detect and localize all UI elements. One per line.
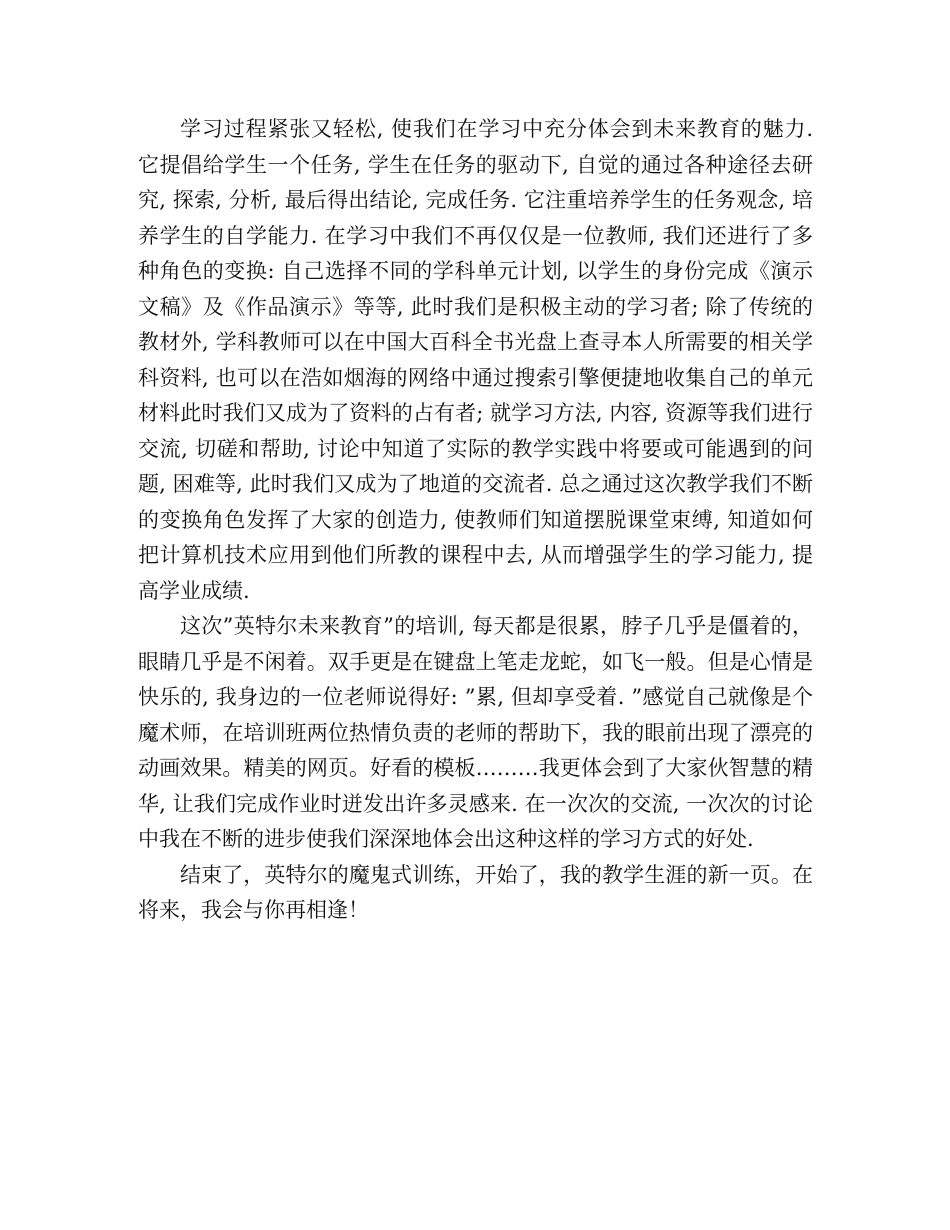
- paragraph-3: 结束了，英特尔的魔鬼式训练，开始了，我的教学生涯的新一页。在将来，我会与你再相逢！: [138, 862, 813, 922]
- document-body: [138, 112, 813, 929]
- paragraph-1: 学习过程紧张又轻松, 使我们在学习中充分体会到未来教育的魅力. 它提倡给学生一个任务, 学生在任务的驱动下, 自觉的通过各种途径去研究, 探索, 分析, 最后得出结论, 完成任务. 它注重培养学生的任务观念, 培养学生的自学能力. 在学习中我们不再仅仅是一位教师, 我们还进行了多种角色的变换: 自己选择不同的学科单元计划, 以学生的身份完成《演示文稿》及《作品演示》等等, 此时我们是积极主动的学习者; 除了传统的教材外, 学科教师可以在中国大百科全书光盘上查寻本人所需要的相关学科资料, 也可以在浩如烟海的网络中通过搜索引擎便捷地收集自己的单元材料此时我们又成为了资料的占有者; 就学习方法, 内容, 资源等我们进行交流, 切磋和帮助, 讨论中知道了实际的教学实践中将要或可能遇到的问题, 困难等, 此时我们又成为了地道的交流者. 总之通过这次教学我们不断的变换角色发挥了大家的创造力, 使教师们知道摆脱课堂束缚, 知道如何把计算机技术应用到他们所教的课程中去, 从而增强学生的学习能力, 提高学业成绩.: [138, 117, 813, 603]
- paragraph-2: 这次”英特尔未来教育”的培训, 每天都是很累，脖子几乎是僵着的，眼睛几乎是不闲着。双手更是在键盘上笔走龙蛇，如飞一般。但是心情是快乐的, 我身边的一位老师说得好: ”累, 但却享受着. ”感觉自己就像是个魔术师，在培训班两位热情负责的老师的帮助下，我的眼前出现了漂亮的动画效果。精美的网页。好看的模板………我更体会到了大家伙智慧的精华, 让我们完成作业时迸发出许多灵感来. 在一次次的交流, 一次次的讨论中我在不断的进步使我们深深地体会出这种这样的学习方式的好处.: [138, 614, 813, 851]
